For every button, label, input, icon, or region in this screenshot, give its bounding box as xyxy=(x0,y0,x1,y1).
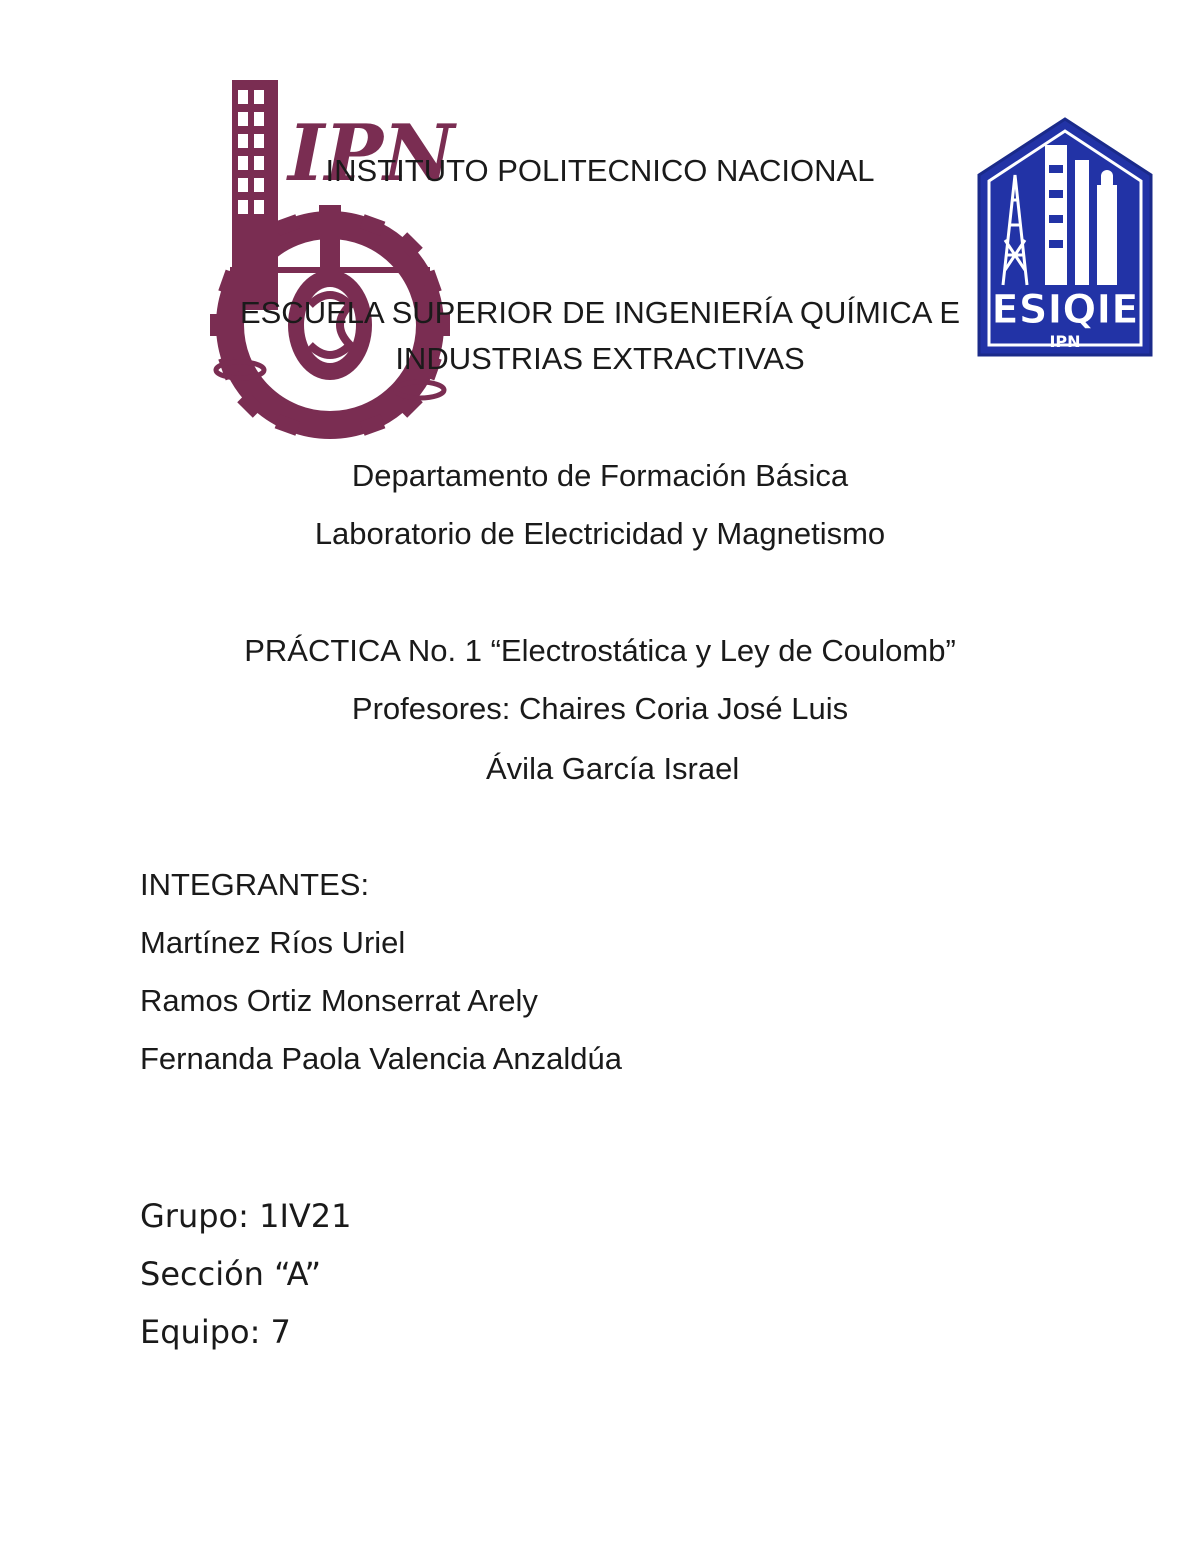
group-info: Grupo: 1IV21 xyxy=(140,1197,352,1235)
professors-line: Profesores: Chaires Coria José Luis xyxy=(351,691,849,726)
school-name-line2: INDUSTRIAS EXTRACTIVAS xyxy=(395,341,805,376)
team-info: Equipo: 7 xyxy=(140,1313,291,1351)
lab-name: Laboratorio de Electricidad y Magnetismo xyxy=(314,516,886,551)
ipn-logo-icon xyxy=(200,70,460,440)
institution-title: INSTITUTO POLITECNICO NACIONAL xyxy=(325,153,875,188)
practice-title: PRÁCTICA No. 1 “Electrostática y Ley de Coulomb” xyxy=(244,633,956,668)
members-heading: INTEGRANTES: xyxy=(140,867,370,902)
svg-text:ESIQIE: ESIQIE xyxy=(991,287,1139,333)
school-name-line1: ESCUELA SUPERIOR DE INGENIERÍA QUÍMICA E xyxy=(239,295,961,330)
svg-text:IPN: IPN xyxy=(1049,332,1081,351)
department-name: Departamento de Formación Básica xyxy=(351,458,849,493)
member-name: Ramos Ortiz Monserrat Arely xyxy=(140,983,538,1018)
member-name: Martínez Ríos Uriel xyxy=(140,925,406,960)
svg-text:IPN: IPN xyxy=(288,108,455,199)
section-info: Sección “A” xyxy=(140,1255,322,1293)
professor-second: Ávila García Israel xyxy=(486,751,740,786)
member-name: Fernanda Paola Valencia Anzaldúa xyxy=(140,1041,622,1076)
